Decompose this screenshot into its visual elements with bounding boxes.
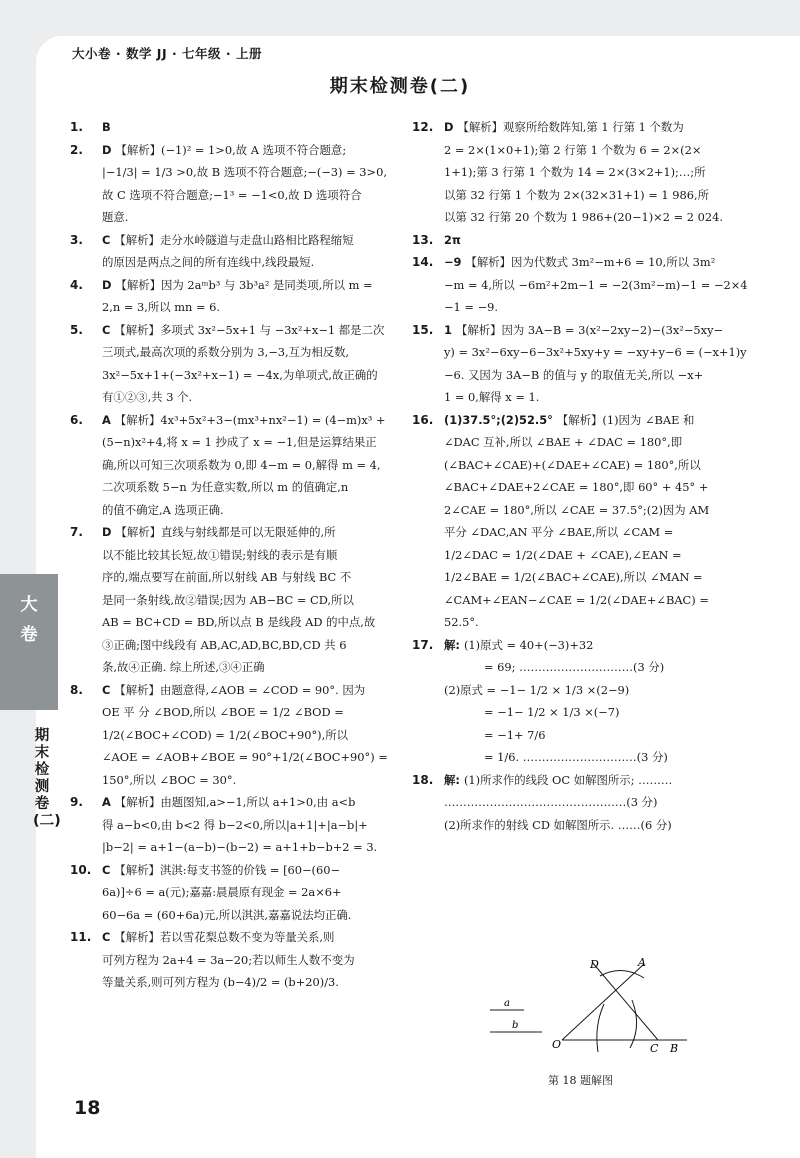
label-o: O xyxy=(552,1038,562,1051)
answer-item: 13. 2π xyxy=(412,232,461,247)
side-vertical-title: 期末检测卷(二) xyxy=(33,728,61,829)
answer-item: 7. D 【解析】直线与射线都是可以无限延伸的,所 以不能比较其长短,故①错误;射线的表示是有顺 序的,端点要写在前面,所以射线 AB 与射线 BC 不 是同一条射线,故②错误;因为 AB−BC = CD,所以 AB = BC+CD = BD,所以点 B 是线段 AD 的中点,故 ③正确;图中线段有 AB,AC,AD,BC,BD,CD 共 6 条,故④正确. 综上所述,③④正确 xyxy=(70,525,376,674)
page-title: 期末检测卷(二) xyxy=(329,76,471,97)
answer-item: 18. 解: (1)所求作的线段 OC 如解图所示; ……… …………………………………………(3 分) (2)所求作的射线 CD 如解图所示. ……(6 分) xyxy=(412,772,673,832)
label-a: A xyxy=(638,956,646,969)
ray-cd xyxy=(592,962,658,1040)
answer-item: 12. D 【解析】观察所给数阵知,第 1 行第 1 个数为 2 = 2×(1×0+1);第 2 行第 1 个数为 6 = 2×(2× 1+1);第 3 行第 1 个数为 14 = 2×(3×2+1);…;所 以第 32 行第 1 个数为 2×(32×31+1) = 1 986,所 以第 32 行第 20 个数为 1 986+(20−1)×2 = 2 024. xyxy=(412,120,723,224)
answer-item: 14. −9 【解析】因为代数式 3m²−m+6 = 10,所以 3m² −m = 4,所以 −6m²+2m−1 = −2(3m²−m)−1 = −2×4 −1 = −9. xyxy=(412,255,748,314)
arc-1 xyxy=(600,970,644,978)
answer-item: 16. (1)37.5°;(2)52.5° 【解析】(1)因为 ∠BAE 和 ∠DAC 互补,所以 ∠BAE + ∠DAC = 180°,即 (∠BAC+∠CAE)+(∠DAE+∠CAE) = 180°,所以 ∠BAC+∠DAE+2∠CAE = 180°,即 60° + 45° + 2∠CAE = 180°,所以 ∠CAE = 37.5°;(2)因为 AM 平分 ∠DAC,AN 平分 ∠BAE,所以 ∠CAM = 1/2∠DAC = 1/2(∠DAE + ∠CAE),∠EAN = 1/2∠BAE = 1/2(∠BAC+∠CAE),所以 ∠MAN = ∠CAM+∠EAN−∠CAE = 1/2(∠DAE+∠BAC) = 52.5°. xyxy=(412,412,710,629)
series-header: 大小卷 · 数学 JJ · 七年级 · 上册 xyxy=(72,46,263,61)
answer-item: 8. C 【解析】由题意得,∠AOB = ∠COD = 90°. 因为 OE 平 分 ∠BOD,所以 ∠BOE = 1/2 ∠BOD = 1/2(∠BOC+∠COD) = 1/2(∠BOC+90°),所以 ∠AOE = ∠AOB+∠BOE = 90°+1/2(∠BOC+90°) = 150°,所以 ∠BOC = 30°. xyxy=(70,682,388,787)
arc-2 xyxy=(597,1004,604,1052)
label-c: C xyxy=(650,1042,659,1055)
label-seg-a: a xyxy=(504,998,510,1009)
arc-3 xyxy=(630,1000,637,1048)
answer-item: 9. A 【解析】由题图知,a>−1,所以 a+1>0,由 a<b 得 a−b<0,由 b<2 得 b−2<0,所以|a+1|+|a−b|+ |b−2| = a+1−(a−b)−(b−2) = a+1+b−b+2 = 3. xyxy=(70,795,378,854)
answer-item: 17. 解: (1)原式 = 40+(−3)+32 = 69; …………………………(3 分) (2)原式 = −1− 1/2 × 1/3 ×(2−9) = −1− 1/2 × 1/3 ×(−7) = −1+ 7/6 = 1/6. …………………………(3 分) xyxy=(412,637,668,764)
answers-right-column xyxy=(412,116,748,836)
side-tab-label: 大 卷 xyxy=(20,595,38,645)
figure-caption: 第 18 题解图 xyxy=(548,1074,613,1087)
construction-figure xyxy=(472,956,702,1066)
answer-item: 3. C 【解析】走分水岭隧道与走盘山路相比路程缩短 的原因是两点之间的所有连线中,线段最短. xyxy=(70,232,354,269)
answer-item: 2. D 【解析】(−1)² = 1>0,故 A 选项不符合题意; |−1/3| = 1/3 >0,故 B 选项不符合题意;−(−3) = 3>0, 故 C 选项不符合题意;−1³ = −1<0,故 D 选项符合 题意. xyxy=(70,142,387,224)
answer-item: 4. D 【解析】因为 2aᵐb³ 与 3b³a² 是同类项,所以 m = 2,n = 3,所以 mn = 6. xyxy=(70,277,373,314)
answer-item: 15. 1 【解析】因为 3A−B = 3(x²−2xy−2)−(3x²−5xy− y) = 3x²−6xy−6−3x²+5xy+y = −xy+y−6 = (−x+1)y −6. 又因为 3A−B 的值与 y 的取值无关,所以 −x+ 1 = 0,解得 x = 1. xyxy=(412,322,747,404)
label-b: B xyxy=(670,1042,679,1055)
answer-item: 10. C 【解析】淇淇:每支书签的价钱 = [60−(60− 6a)]÷6 = a(元);嘉嘉:晨晨原有现金 = 2a×6+ 60−6a = (60+6a)元,所以淇淇,嘉嘉说法均正确. xyxy=(70,862,352,922)
answer-item: 6. A 【解析】4x³+5x²+3−(mx³+nx²−1) = (4−m)x³ + (5−n)x²+4,将 x = 1 抄成了 x = −1,但是运算结果正 确,所以可知三次项系数为 0,即 4−m = 0,解得 m = 4, 二次项系数 5−n 为任意实数,所以 m 的值确定,n 的值不确定,A 选项正确. xyxy=(70,412,386,517)
label-d: D xyxy=(590,958,599,971)
answer-item: 1. B xyxy=(70,120,111,134)
page-number: 18 xyxy=(74,1097,101,1119)
label-seg-b: b xyxy=(512,1020,519,1031)
answer-item: 11. C 【解析】若以雪花梨总数不变为等量关系,则 可列方程为 2a+4 = 3a−20;若以师生人数不变为 等量关系,则可列方程为 (b−4)/2 = (b+20)/3. xyxy=(70,930,355,989)
answer-item: 5. C 【解析】多项式 3x²−5x+1 与 −3x²+x−1 都是二次 三项式,最高次项的系数分别为 3,−3,互为相反数, 3x²−5x+1+(−3x²+x−1) = −4x,为单项式,故正确的 有①②③,共 3 个. xyxy=(70,322,385,404)
answers-left-column xyxy=(70,116,396,994)
